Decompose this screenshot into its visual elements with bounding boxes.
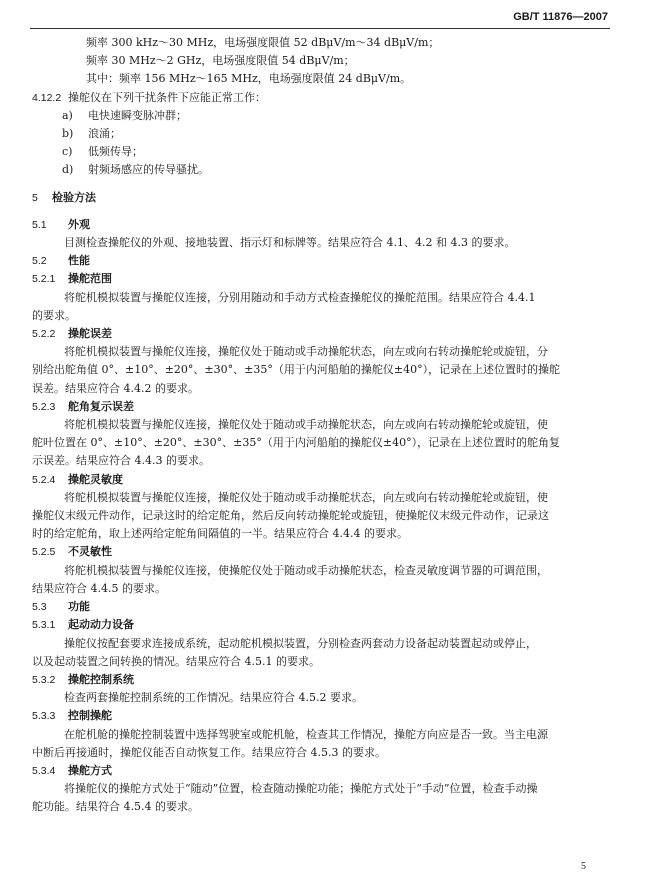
heading-5-3 bbox=[32, 598, 614, 616]
list-item bbox=[32, 143, 614, 161]
heading-5-2 bbox=[32, 252, 614, 270]
section-number: 5 bbox=[32, 191, 38, 204]
page-number: 5 bbox=[581, 861, 586, 872]
list-item bbox=[32, 161, 614, 179]
paragraph-line: 中断后再接通时，操舵仪能否自动恢复工作。结果应符合 4.5.3 的要求。 bbox=[32, 745, 386, 759]
paragraph-line: 将舵机模拟装置与操舵仪连接，操舵仪处于随动或手动操舵状态，向左或向右转动操舵轮或旋钮，使 bbox=[64, 490, 548, 504]
list-text: 浪涌； bbox=[88, 127, 121, 141]
section-title: 操舵灵敏度 bbox=[68, 472, 123, 486]
paragraph-line: 将舵机模拟装置与操舵仪连接，分别用随动和手动方式检查操舵仪的操舵范围。结果应符合 4.4.1 bbox=[64, 290, 536, 304]
list-text: 低频传导； bbox=[88, 145, 143, 159]
section-number: 5.2.1 bbox=[32, 273, 56, 286]
paragraph-line: 操舵仪末级元件动作，记录这时的给定舵角，然后反向转动操舵轮或旋钮，使操舵仪末级元件动作，记录这 bbox=[32, 509, 549, 523]
paragraph-line: 将舵机模拟装置与操舵仪连接，使操舵仪处于随动或手动操舵状态，检查灵敏度调节器的可调范围， bbox=[64, 563, 548, 577]
section-number: 5.3.2 bbox=[32, 673, 56, 686]
paragraph-line: 将舵机模拟装置与操舵仪连接，操舵仪处于随动或手动操舵状态，向左或向右转动操舵轮或旋钮，使 bbox=[64, 418, 548, 432]
limit-line-3: 其中：频率 156 MHz～165 MHz，电场强度限值 24 dBμV/m。 bbox=[86, 72, 412, 86]
section-number: 5.1 bbox=[32, 218, 47, 231]
section-number: 5.2.2 bbox=[32, 328, 56, 341]
list-marker: d) bbox=[62, 163, 74, 177]
paragraph-line: 舵功能。结果符合 4.5.4 的要求。 bbox=[32, 800, 199, 814]
paragraph-line: 示误差。结果应符合 4.4.3 的要求。 bbox=[32, 454, 210, 468]
heading-5-2-3 bbox=[32, 398, 614, 416]
paragraph-line: 将操舵仪的操舵方式处于“随动”位置，检查随动操舵功能；操舵方式处于“手动”位置，检查手动操 bbox=[64, 782, 538, 796]
heading-5-3-4 bbox=[32, 762, 614, 780]
heading-5-3-1 bbox=[32, 616, 614, 634]
list-item bbox=[32, 125, 614, 143]
section-number: 5.2.5 bbox=[32, 546, 56, 559]
section-title: 操舵误差 bbox=[68, 327, 112, 341]
section-number: 5.3.1 bbox=[32, 619, 56, 632]
section-title: 操舵控制系统 bbox=[68, 672, 134, 686]
clause-number: 4.12.2 bbox=[32, 91, 62, 104]
heading-5-1 bbox=[32, 216, 614, 234]
section-number: 5.2.4 bbox=[32, 473, 56, 486]
list-text: 电快速瞬变脉冲群； bbox=[88, 108, 187, 122]
limit-line-2: 频率 30 MHz～2 GHz，电场强度限值 54 dBμV/m； bbox=[86, 54, 355, 68]
spacer bbox=[32, 180, 614, 189]
section-number: 5.2 bbox=[32, 255, 47, 268]
list-marker: c) bbox=[62, 145, 73, 159]
paragraph-line: 在舵机舱的操舵控制装置中选择驾驶室或舵机舱，检查其工作情况，操舵方向应是否一致。当主电源 bbox=[64, 727, 548, 741]
section-title: 不灵敏性 bbox=[68, 545, 112, 559]
section-number: 5.3.3 bbox=[32, 710, 56, 723]
header-rule bbox=[30, 28, 610, 29]
section-title: 操舵方式 bbox=[68, 763, 112, 777]
paragraph-line: 结果应符合 4.4.5 的要求。 bbox=[32, 581, 166, 595]
section-title: 检验方法 bbox=[52, 190, 96, 204]
heading-5-2-4 bbox=[32, 471, 614, 489]
section-title: 舵角复示误差 bbox=[68, 399, 134, 413]
list-marker: a) bbox=[62, 108, 73, 122]
list-marker: b) bbox=[62, 127, 74, 141]
section-title: 性能 bbox=[68, 254, 90, 268]
spacer bbox=[32, 207, 614, 216]
paragraph-line: 将舵机模拟装置与操舵仪连接，操舵仪处于随动或手动操舵状态，向左或向右转动操舵轮或旋钮，分 bbox=[64, 345, 548, 359]
section-number: 5.3 bbox=[32, 601, 47, 614]
list-item bbox=[32, 107, 614, 125]
standard-code: GB/T 11876—2007 bbox=[513, 11, 608, 23]
paragraph-line: 的要求。 bbox=[32, 308, 76, 322]
paragraph-line: 操舵仪按配套要求连接成系统，起动舵机模拟装置，分别检查两套动力设备起动装置起动或停止， bbox=[64, 636, 537, 650]
paragraph-line: 误差。结果应符合 4.4.2 的要求。 bbox=[32, 381, 199, 395]
heading-5-2-2 bbox=[32, 325, 614, 343]
section-title: 起动动力设备 bbox=[68, 618, 134, 632]
section-number: 5.2.3 bbox=[32, 400, 56, 413]
list-text: 射频场感应的传导骚扰。 bbox=[88, 163, 209, 177]
limit-line-1: 频率 300 kHz～30 MHz，电场强度限值 52 dBμV/m～34 dBμV/m； bbox=[86, 36, 440, 49]
section-title: 控制操舵 bbox=[68, 709, 112, 723]
section-title: 操舵范围 bbox=[68, 272, 112, 286]
clause-text: 操舵仪在下列干扰条件下应能正常工作： bbox=[68, 90, 266, 104]
paragraph-line: 别给出舵角值 0°、±10°、±20°、±30°、±35°（用于内河船舶的操舵仪±40°），记录在上述位置时的操舵 bbox=[32, 363, 561, 377]
section-title: 功能 bbox=[68, 600, 90, 614]
paragraph-line: 检查两套操舵控制系统的工作情况。结果应符合 4.5.2 要求。 bbox=[64, 691, 363, 705]
heading-5-3-3 bbox=[32, 707, 614, 725]
paragraph-line: 时的给定舵角，取上述两给定舵角间隔值的一半。结果应符合 4.4.4 的要求。 bbox=[32, 527, 408, 541]
heading-5-2-5 bbox=[32, 543, 614, 561]
paragraph-line: 目测检查操舵仪的外观、接地装置、指示灯和标牌等。结果应符合 4.1、4.2 和 4.3 的要求。 bbox=[64, 236, 516, 250]
section-title: 外观 bbox=[68, 217, 90, 231]
section-number: 5.3.4 bbox=[32, 764, 56, 777]
section-heading-5 bbox=[32, 189, 614, 207]
paragraph-line: 舵叶位置在 0°、±10°、±20°、±30°、±35°（用于内河船舶的操舵仪±40°），记录在上述位置时的舵角复 bbox=[32, 436, 561, 450]
clause-4-12-2 bbox=[32, 89, 614, 107]
heading-5-2-1 bbox=[32, 270, 614, 288]
paragraph-line: 以及起动装置之间转换的情况。结果应符合 4.5.1 的要求。 bbox=[32, 654, 320, 668]
document-body bbox=[32, 34, 614, 817]
heading-5-3-2 bbox=[32, 671, 614, 689]
